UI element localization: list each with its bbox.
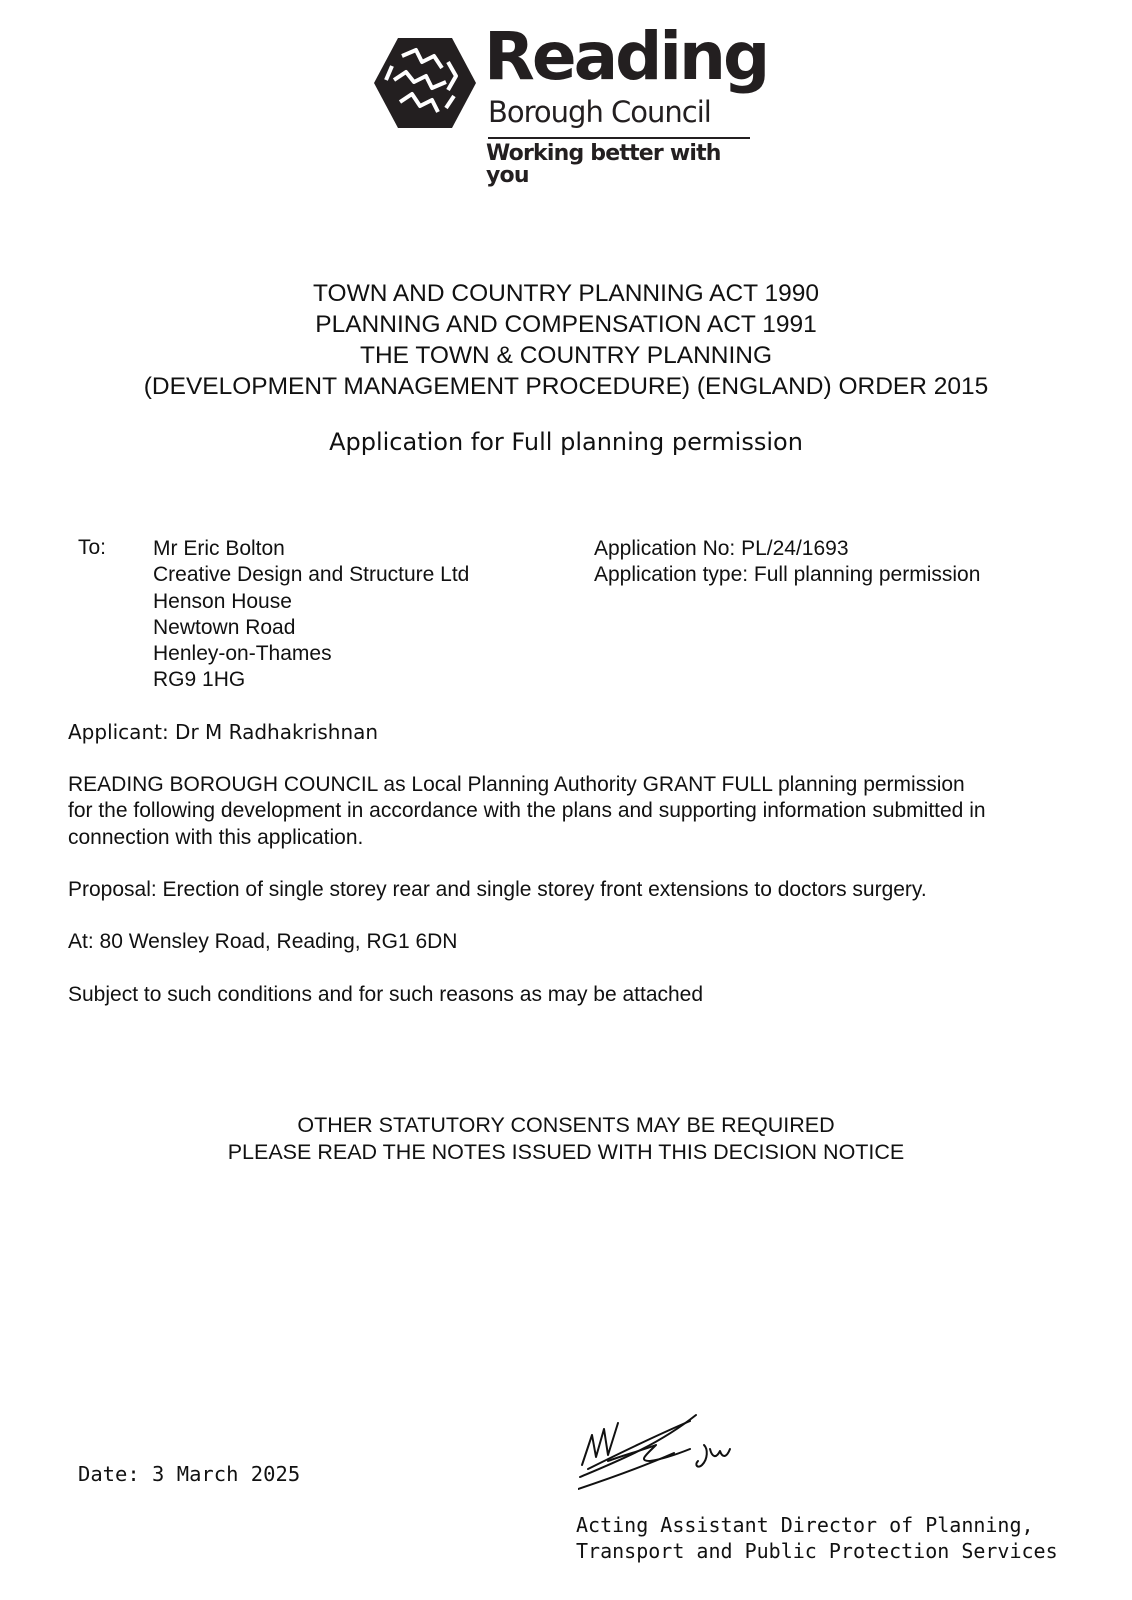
notice-line: OTHER STATUTORY CONSENTS MAY BE REQUIRED — [297, 1113, 835, 1137]
proposal-line: Proposal: Erection of single storey rear and single storey front extensions to doctors surgery. — [68, 878, 927, 901]
to-label: To: — [78, 536, 107, 559]
application-type: Application type: Full planning permission — [594, 563, 981, 587]
decision-date: Date: 3 March 2025 — [78, 1462, 301, 1486]
application-title: Application for Full planning permission — [329, 428, 803, 456]
signatory-title — [576, 1512, 1058, 1564]
address-line: RG9 1HG — [153, 668, 246, 692]
address-line: Henson House — [153, 589, 292, 613]
site-address-line: At: 80 Wensley Road, Reading, RG1 6DN — [68, 930, 458, 953]
logo-tagline: Working better with you — [486, 141, 721, 188]
act-line: (DEVELOPMENT MANAGEMENT PROCEDURE) (ENGLAND) ORDER 2015 — [143, 373, 989, 400]
act-line: THE TOWN & COUNTRY PLANNING — [359, 342, 773, 369]
notice-line: PLEASE READ THE NOTES ISSUED WITH THIS DECISION NOTICE — [227, 1140, 905, 1164]
address-line: Mr Eric Bolton — [153, 537, 285, 560]
applicant-line: Applicant: Dr M Radhakrishnan — [68, 720, 379, 744]
application-number: Application No: PL/24/1693 — [594, 537, 849, 560]
grant-line: READING BOROUGH COUNCIL as Local Planning Authority GRANT FULL planning permission — [68, 773, 965, 796]
grant-line: for the following development in accordance with the plans and supporting information submitted in — [68, 799, 986, 823]
legislation-heading — [0, 278, 1132, 402]
statutory-notice — [0, 1112, 1132, 1166]
reading-borough-council-logo — [372, 18, 768, 188]
application-info — [594, 536, 980, 589]
address-line: Henley-on-Thames — [153, 642, 332, 666]
council-hexagon-logo-icon — [372, 36, 478, 130]
recipient-address — [153, 536, 469, 694]
act-line: TOWN AND COUNTRY PLANNING ACT 1990 — [312, 280, 820, 307]
signatory-line: Acting Assistant Director of Planning, — [576, 1513, 1034, 1537]
logo-divider — [488, 137, 750, 139]
act-line: PLANNING AND COMPENSATION ACT 1991 — [315, 311, 817, 338]
grant-paragraph — [68, 772, 1078, 851]
address-line: Creative Design and Structure Ltd — [153, 563, 470, 587]
conditions-line: Subject to such conditions and for such reasons as may be attached — [68, 983, 704, 1006]
logo-subtitle: Borough Council — [488, 95, 711, 129]
signatory-line: Transport and Public Protection Services — [576, 1539, 1058, 1563]
address-line: Newtown Road — [153, 615, 296, 639]
logo-wordmark: Reading — [484, 18, 768, 95]
handwritten-signature — [578, 1405, 758, 1495]
grant-line: connection with this application. — [68, 825, 364, 849]
